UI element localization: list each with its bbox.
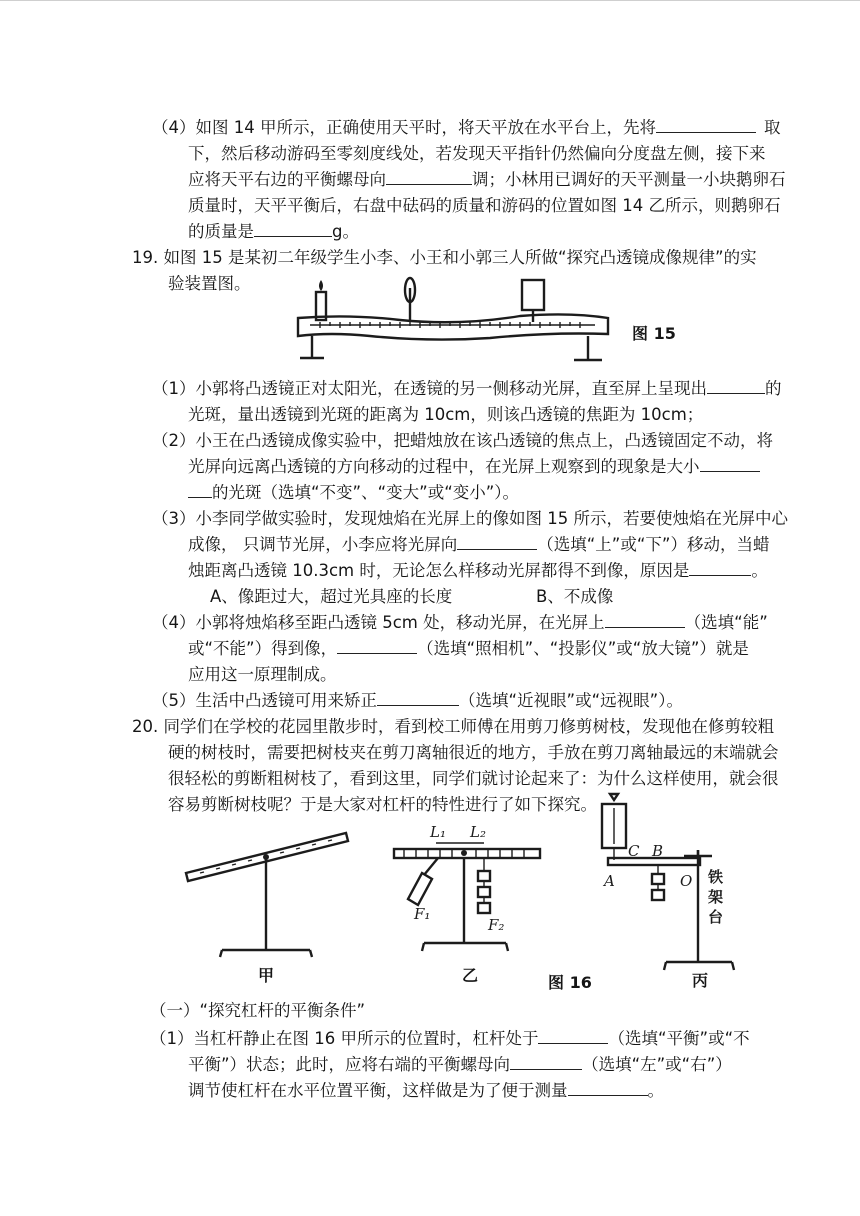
answer-blank[interactable] (605, 613, 685, 628)
bench-leg-left (300, 336, 324, 358)
q19-2-line-1: （2）小王在凸透镜成像实验中，把蜡烛放在该凸透镜的焦点上，凸透镜固定不动，将 (152, 431, 773, 450)
lever-figure-bing (586, 790, 756, 990)
svg-text:L₁: L₁ (430, 823, 446, 841)
q20-1-line-2: 平衡”）状态；此时，应将右端的平衡螺母向 （选填“左”或“右”） (188, 1055, 732, 1074)
q19-3-option-b: B、不成像 (536, 587, 614, 606)
q19-stem-line-1: 19. 如图 15 是某初二年级学生小李、小王和小郭三人所做“探究凸透镜成像规律”的实 (132, 248, 757, 267)
q20-stem-line-4: 容易剪断树枝呢？于是大家对杠杆的特性进行了如下探究。 (168, 795, 597, 814)
weight (478, 903, 490, 913)
answer-blank[interactable] (510, 1055, 582, 1070)
answer-blank[interactable] (707, 379, 765, 394)
figure-16-label-yi: 乙 (462, 966, 479, 985)
figure-16-caption: 图 16 (548, 973, 592, 992)
q18-4-line-4: 质量时，天平平衡后，右盘中砝码的质量和游码的位置如图 14 乙所示，则鹅卵石 (188, 196, 781, 215)
answer-blank[interactable] (689, 561, 751, 576)
q19-5-line-1: （5）生活中凸透镜可用来矫正 （选填“近视眼”或“远视眼”）。 (152, 691, 683, 710)
answer-blank[interactable] (377, 691, 459, 706)
q18-4-line-3: 应将天平右边的平衡螺母向 调；小林用已调好的天平测量一小块鹅卵石 (188, 170, 786, 189)
answer-blank[interactable] (538, 1029, 608, 1044)
stand-base (220, 950, 312, 957)
svg-text:L₂: L₂ (470, 823, 486, 841)
q19-4-line-1: （4）小郭将烛焰移至距凸透镜 5cm 处，移动光屏，在光屏上 （选填“能” (152, 613, 768, 632)
answer-blank[interactable] (656, 118, 756, 133)
q19-stem-line-2: 验装置图。 (168, 274, 251, 293)
q18-4-line-1: （4）如图 14 甲所示，正确使用天平时，将天平放在水平台上，先将 取 (152, 118, 781, 137)
svg-text:架: 架 (708, 888, 724, 906)
weight (652, 874, 664, 884)
answer-blank[interactable] (457, 535, 537, 550)
spring-scale-f1 (408, 873, 432, 905)
pivot (461, 850, 467, 856)
lever-figure-yi (388, 815, 558, 975)
lever-figure-jia (180, 815, 360, 975)
figure-16-label-bing: 丙 (692, 971, 709, 990)
q18-4-line-2: 下，然后移动游码至零刻度线处，若发现天平指针仍然偏向分度盘左侧，接下来 (188, 144, 766, 163)
q19-3-line-2: 成像， 只调节光屏，小李应将光屏向 （选填“上”或“下”）移动，当蜡 (188, 535, 770, 554)
bench-leg-right (574, 336, 602, 360)
optical-bench-figure (290, 278, 610, 368)
q20-1-line-3: 调节使杠杆在水平位置平衡，这样做是为了便于测量 。 (188, 1081, 664, 1100)
candle-flame (319, 280, 323, 291)
q19-3-line-1: （3）小李同学做实验时，发现烛焰在光屏上的像如图 15 所示，若要使烛焰在光屏中心 (152, 509, 788, 528)
page-top-border (0, 0, 860, 1)
answer-blank[interactable] (386, 170, 472, 185)
figure-16-label-jia: 甲 (258, 966, 275, 985)
svg-text:O: O (680, 872, 693, 890)
q20-stem-line-3: 很轻松的剪断粗树枝了，看到这里，同学们就讨论起来了：为什么这样使用，就会很 (168, 769, 779, 788)
weight (478, 887, 490, 897)
q19-3-line-3: 烛距离凸透镜 10.3cm 时，无论怎么样移动光屏都得不到像，原因是 。 (188, 561, 768, 580)
q20-1-line-1: （1）当杠杆静止在图 16 甲所示的位置时，杠杆处于 （选填“平衡”或“不 (150, 1029, 750, 1048)
spring-scale-hook (424, 858, 438, 875)
q19-3-option-a: A、像距过大，超过光具座的长度 (210, 587, 453, 606)
q19-1-line-2: 光斑，量出透镜到光斑的距离为 10cm，则该凸透镜的焦距为 10cm； (188, 405, 704, 424)
iron-stand-clamp (684, 850, 712, 856)
q19-2-line-2: 光屏向远离凸透镜的方向移动的过程中，在光屏上观察到的现象是大小 (188, 456, 760, 478)
svg-text:铁: 铁 (708, 868, 724, 886)
weight (478, 871, 490, 881)
figure-15-caption: 图 15 (632, 324, 676, 343)
light-screen (522, 280, 544, 310)
q19-4-line-2: 或“不能”）得到像， （选填“照相机”、“投影仪”或“放大镜”）就是 (188, 639, 749, 658)
answer-blank[interactable] (254, 222, 332, 237)
spring-scale-ring (610, 794, 618, 800)
weight (652, 890, 664, 900)
stand-base (422, 943, 508, 951)
answer-blank[interactable] (337, 639, 417, 654)
q20-section-1-title: （一）“探究杠杆的平衡条件” (150, 1001, 366, 1020)
answer-blank[interactable] (700, 457, 760, 472)
svg-text:B: B (652, 842, 664, 860)
q18-4-line-5: 的质量是 g。 (188, 222, 359, 241)
answer-blank[interactable] (568, 1081, 648, 1096)
answer-blank[interactable] (188, 483, 212, 498)
svg-text:C: C (628, 842, 640, 860)
svg-text:台: 台 (708, 908, 724, 926)
bench-rail (298, 314, 608, 339)
q20-stem-line-2: 硬的树枝时，需要把树枝夹在剪刀离轴很近的地方，手放在剪刀离轴最远的末端就会 (168, 743, 779, 762)
svg-text:A: A (604, 872, 615, 890)
q19-1-line-1: （1）小郭将凸透镜正对太阳光，在透镜的另一侧移动光屏，直至屏上呈现出 的 (152, 379, 782, 398)
q20-stem-line-1: 20. 同学们在学校的花园里散步时，看到校工师傅在用剪刀修剪树枝，发现他在修剪较粗 (132, 717, 774, 736)
svg-text:F₂: F₂ (488, 916, 505, 934)
q19-4-line-3: 应用这一原理制成。 (188, 665, 337, 684)
svg-text:F₁: F₁ (414, 905, 431, 923)
q19-2-line-3: 的光斑（选填“不变”、“变大”或“变小”）。 (188, 482, 519, 504)
